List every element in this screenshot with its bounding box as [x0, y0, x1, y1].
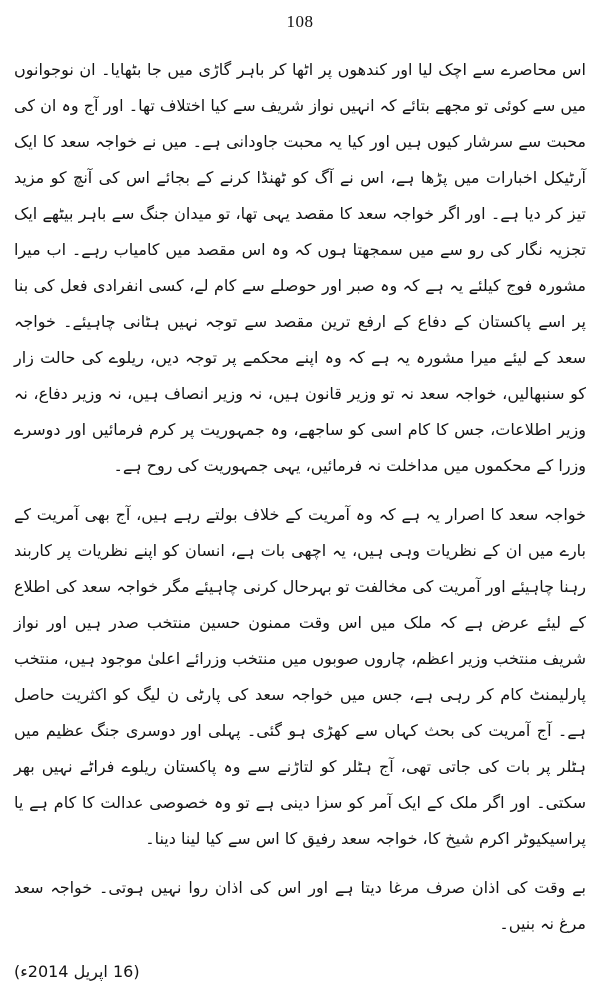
page-number: 108 [286, 12, 314, 31]
page-content [14, 52, 586, 989]
paragraph-3: بے وقت کی اذان صرف مرغا دیتا ہے اور اس کی اذان روا نہیں ہوتی۔ خواجہ سعد مرغ نہ بنیں۔ [14, 878, 586, 933]
paragraph-2: خواجہ سعد کا اصرار یہ ہے کہ وہ آمریت کے خلاف بولتے رہے ہیں، آج بھی آمریت کے بارے میں ان کے نظریات وہی ہیں، یہ اچھی بات ہے، انسان کو اپنے نظریات پر کاربند رہنا چاہیئے اور آمریت کی مخالفت تو بہرحال کرنی چاہیئے مگر خواجہ سعد کی اطلاع کے لیئے عرض ہے کہ ملک میں اس وقت ممنون حسین منتخب صدر ہیں اور نواز شریف منتخب وزیر اعظم، چاروں صوبوں میں منتخب وزرائے اعلیٰ موجود ہیں، منتخب پارلیمنٹ کام کر رہی ہے، جس میں خواجہ سعد کی پارٹی ن لیگ کو اکثریت حاصل ہے۔ آج آمریت کی بحث کہاں سے کھڑی ہو گئی۔ پہلی اور دوسری جنگ عظیم میں ہٹلر پر بات کی جاتی تھی، آج ہٹلر کو لتاڑنے سے وہ پاکستان ریلوے فراٹے نہیں بھر سکتی۔ اور اگر ملک کے ایک آمر کو سزا دینی ہے تو وہ خصوصی عدالت کا کام ہے یا پراسیکیوٹر اکرم شیخ کا، خواجہ سعد رفیق کا اس سے کیا لینا دینا۔ [14, 505, 586, 848]
paragraph-1: اس محاصرے سے اچک لیا اور کندھوں پر اٹھا کر باہر گاڑی میں جا بٹھایا۔ ان نوجوانوں میں سے کوئی تو مجھے بتائے کہ انہیں نواز شریف سے کیا اختلاف تھا۔ اور آج وہ ان کی محبت سے سرشار کیوں ہیں اور کیا یہ محبت جاودانی ہے۔ میں نے خواجہ سعد کا ایک آرٹیکل اخبارات میں پڑھا ہے، اس نے آگ کو ٹھنڈا کرنے کے بجائے اس کی آنچ کو مزید تیز کر دیا ہے۔ اور اگر خواجہ سعد کا مقصد یہی تھا، تو میدان جنگ سے باہر بیٹھے ایک تجزیہ نگار کی رو سے میں سمجھتا ہوں کہ وہ اس مقصد میں کامیاب رہے۔ اب میرا مشورہ فوج کیلئے یہ ہے کہ وہ صبر اور حوصلے سے کام لے، کسی انفرادی فعل کی بنا پر اسے پاکستان کے دفاع کے ارفع ترین مقصد سے توجہ نہیں ہٹانی چاہیئے۔ خواجہ سعد کے لیئے میرا مشورہ یہ ہے کہ وہ اپنے محکمے پر توجہ دیں، ریلوے کی حالت زار کو سنبھالیں، خواجہ سعد نہ تو وزیر قانون ہیں، نہ وزیر انصاف ہیں، نہ وزیر دفاع، نہ وزیر اطلاعات، جس کا کام اسی کو ساجھے، وہ جمہوریت پر کرم فرمائیں اور دوسرے وزرا کے محکموں میں مداخلت نہ فرمائیں، یہی جمہوریت کی روح ہے۔ [14, 60, 586, 475]
publication-date: (16 اپریل 2014ء) [14, 962, 140, 981]
